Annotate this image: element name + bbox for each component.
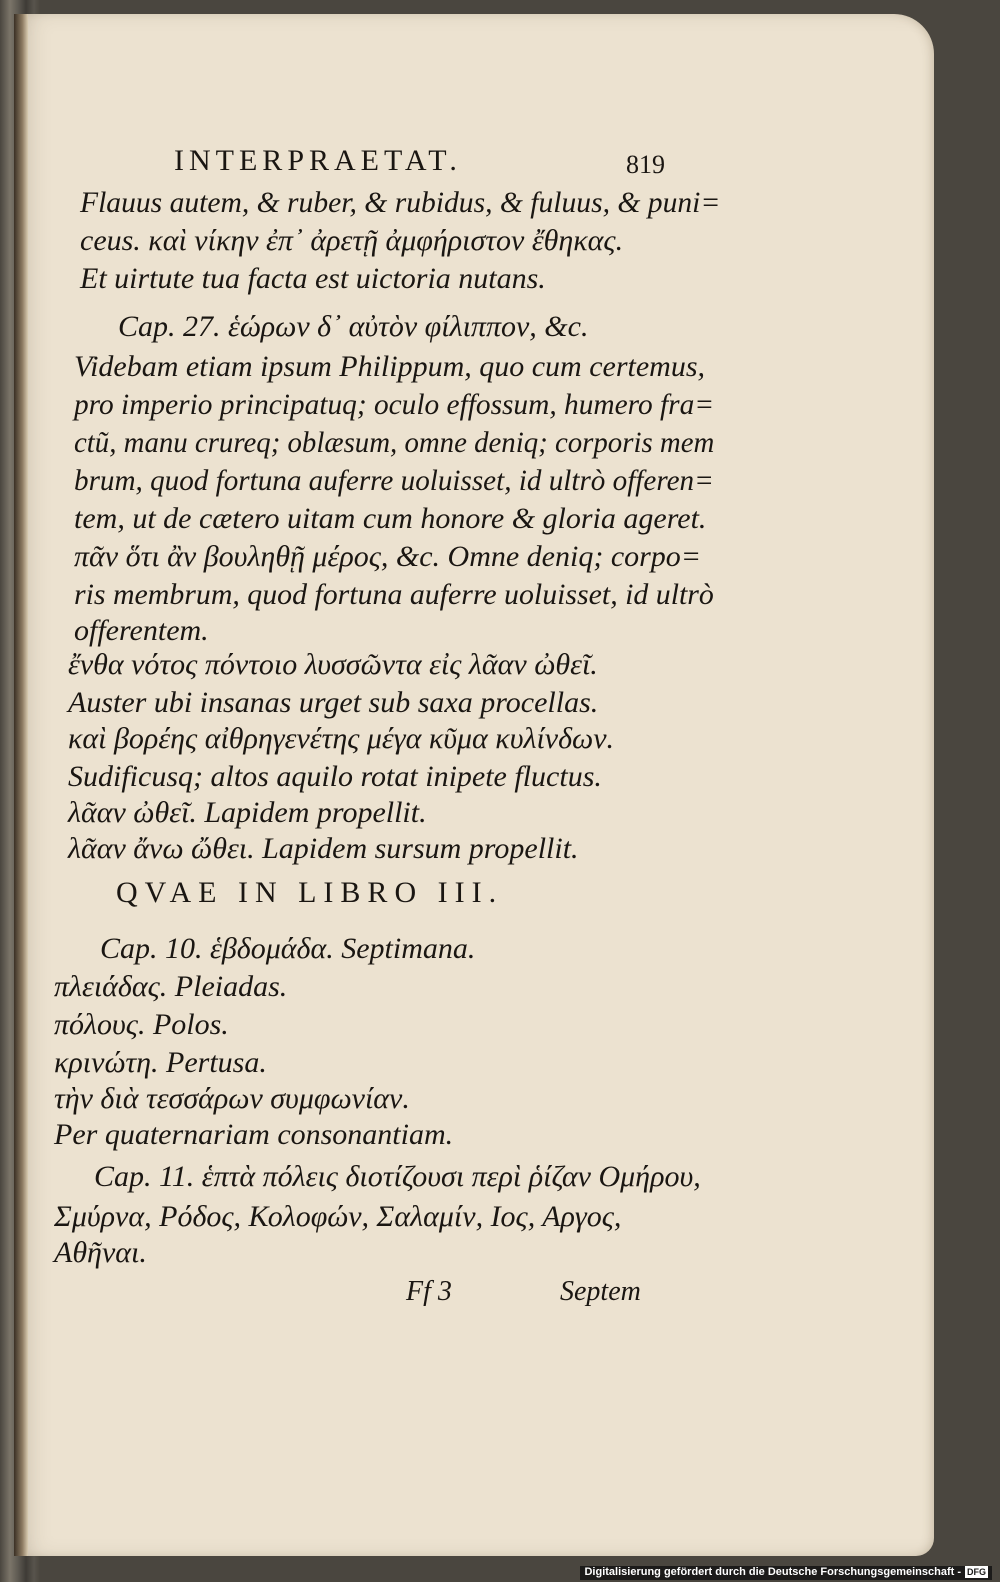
text-line: πλειάδας. Pleiadas. — [54, 970, 288, 1003]
text-line: κρινώτη. Pertusa. — [54, 1046, 267, 1079]
text-line: ris membrum, quod fortuna auferre uoluisset, id ultrò — [74, 578, 714, 611]
text-line: τὴν διὰ τεσσάρων συμφωνίαν. — [54, 1082, 410, 1115]
signature-mark: Ff 3 — [406, 1276, 452, 1307]
digitization-credit — [580, 1566, 992, 1580]
text-line: Αθῆναι. — [54, 1236, 147, 1269]
text-line: Cap. 11. ἑπτὰ πόλεις διοτίζουσι περὶ ῥίζαν Ομήρου, — [94, 1160, 701, 1193]
text-line: ἔνθα νότος πόντοιο λυσσῶντα εἰς λᾶαν ὠθεῖ. — [68, 648, 598, 681]
text-line: tem, ut de cætero uitam cum honore & gloria ageret. — [74, 502, 707, 535]
text-line: πόλους. Polos. — [54, 1008, 229, 1041]
text-line: πᾶν ὅτι ἂν βουληθῇ μέρος, &c. Omne deniq; corpo= — [74, 540, 702, 573]
text-line: καὶ βορέης αἰθρηγενέτης μέγα κῦμα κυλίνδων. — [68, 722, 615, 755]
text-line: Auster ubi insanas urget sub saxa procellas. — [68, 686, 599, 719]
text-line: Flauus autem, & ruber, & rubidus, & fuluus, & puni= — [80, 186, 721, 219]
text-line: Per quaternariam consonantiam. — [54, 1118, 454, 1151]
text-line: λᾶαν ὠθεῖ. Lapidem propellit. — [68, 796, 427, 829]
page-text — [14, 14, 934, 1556]
book-page — [14, 14, 934, 1556]
text-line: λᾶαν ἄνω ὤθει. Lapidem sursum propellit. — [68, 832, 579, 865]
text-line: Cap. 10. ἑβδομάδα. Septimana. — [100, 932, 476, 965]
text-line: ctũ, manu crureq; oblæsum, omne deniq; corporis mem — [74, 426, 715, 459]
text-line: Et uirtute tua facta est uictoria nutans. — [80, 262, 546, 295]
section-heading: QVAE IN LIBRO III. — [116, 876, 504, 909]
text-line: Σμύρνα, Ρόδος, Κολοφών, Σαλαμίν, Ιος, Αργος, — [54, 1200, 622, 1233]
page-number: 819 — [626, 150, 665, 179]
text-line: ceus. καὶ νίκην ἐπ᾽ ἀρετῇ ἀμφήριστον ἔθηκας. — [80, 224, 624, 257]
text-line: Sudificusq; altos aquilo rotat inipete fluctus. — [68, 760, 602, 793]
dfg-logo: DFG — [967, 1567, 986, 1577]
catchword: Septem — [560, 1276, 641, 1307]
text-line: offerentem. — [74, 614, 209, 647]
text-line: Videbam etiam ipsum Philippum, quo cum certemus, — [74, 350, 706, 383]
text-line: pro imperio principatuq; oculo effossum, humero fra= — [74, 388, 715, 421]
text-line: Cap. 27. ἑώρων δ᾽ αὐτὸν φίλιππον, &c. — [118, 310, 589, 343]
credit-text: Digitalisierung gefördert durch die Deutsche Forschungsgemeinschaft - — [584, 1566, 961, 1578]
text-line: brum, quod fortuna auferre uoluisset, id ultrò offeren= — [74, 464, 714, 497]
running-head: INTERPRAETAT. — [174, 144, 462, 177]
